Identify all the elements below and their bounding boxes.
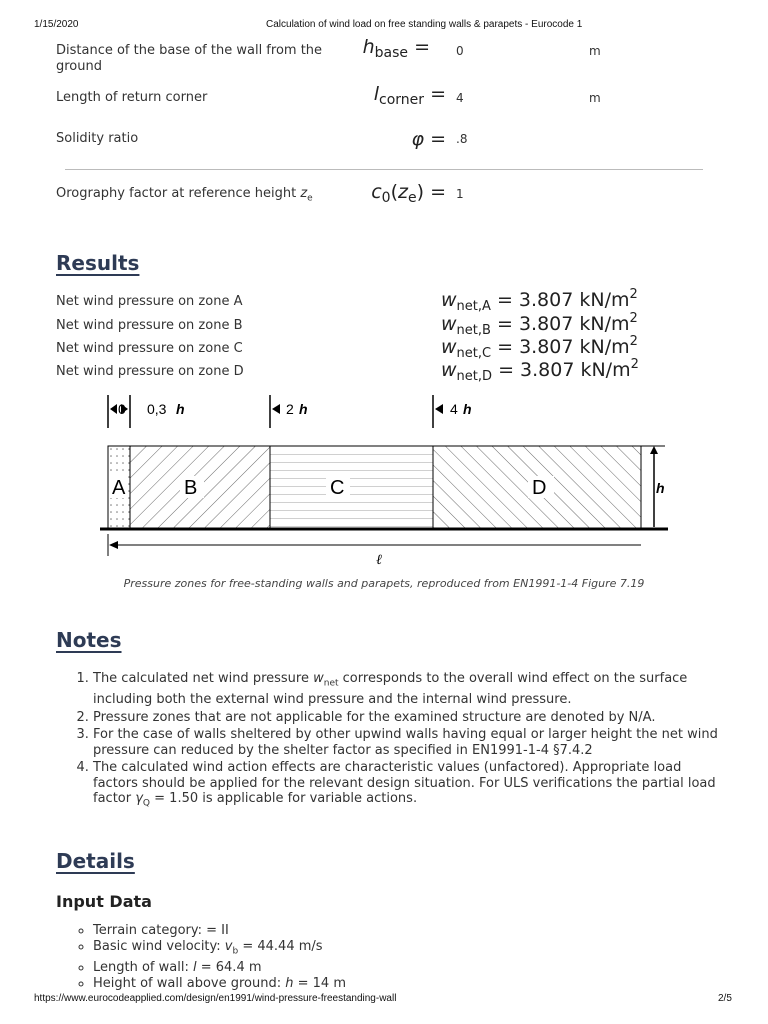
return-corner-value[interactable]: 4 [456,91,464,105]
footer-url[interactable]: https://www.eurocodeapplied.com/design/en1991/wind-pressure-freestanding-wall [34,993,397,1004]
dim-label-4-h: h [463,401,472,417]
base-distance-label: Distance of the base of the wall from the ground [56,43,323,74]
solidity-label: Solidity ratio [56,131,139,146]
details-heading: Details [56,849,135,873]
orography-label: Orography factor at reference height $z_e$ [56,186,313,204]
pressure-zones-figure [0,390,768,570]
dim-label-0: 0 [118,401,126,417]
result-label-b: Net wind pressure on zone B [56,318,243,333]
note-1: 1. The calculated net wind pressure $w_{net}$ corresponds to the overall wind effect on the surface including both the external wind pressure and the internal wind pressure. [93,671,723,708]
note-2: 2. Pressure zones that are not applicable for the examined structure are denoted by N/A. [93,710,723,726]
zone-c-rect [270,446,433,528]
dim-label-4: 4 [450,401,458,417]
input-wall-length: ◦ Length of wall: l = 64.4 m [93,960,693,976]
return-corner-label: Length of return corner [56,90,208,105]
dim-label-2: 2 [286,401,294,417]
return-corner-symbol: $l_{corner}$ = [373,83,446,108]
figure-caption: Pressure zones for free-standing walls and parapets, reproduced from EN1991-1-4 Figure 7.19 [123,577,645,590]
input-data-list [93,923,693,992]
zone-b-label: B [184,477,198,499]
notes-heading: Notes [56,628,122,652]
base-distance-symbol: $h_{base}$ = [362,36,430,61]
input-terrain: ◦ Terrain category: = II [93,923,693,939]
return-corner-unit: m [589,91,601,105]
orography-symbol: $c_0(z_e)$ = [371,181,446,206]
length-dim-label: ℓ [376,552,382,568]
dim-label-03: 0,3 [147,401,167,417]
input-data-subheading: Input Data [56,892,152,911]
input-divider [65,169,703,170]
footer-page: 2/5 [718,993,732,1004]
print-date: 1/15/2020 [34,19,79,30]
note-3: 3. For the case of walls sheltered by other upwind walls having equal or larger height the net wind pressure can reduced by the shelter factor as specified in EN1991-1-4 §7.4.2 [93,727,723,758]
solidity-symbol: φ = [411,128,446,150]
dim-label-03-h: h [176,401,185,417]
zone-c-label: C [330,477,345,499]
base-distance-unit: m [589,44,601,58]
zone-d-label: D [532,477,547,499]
orography-value[interactable]: 1 [456,187,464,201]
result-value-a: $w_{net,A} = 3.807$ $kN/m^2$ [441,287,638,314]
result-label-c: Net wind pressure on zone C [56,341,243,356]
result-label-d: Net wind pressure on zone D [56,364,244,379]
base-distance-value[interactable]: 0 [456,44,464,58]
solidity-value[interactable]: .8 [456,132,468,146]
result-value-c: $w_{net,C} = 3.807$ $kN/m^2$ [441,334,638,361]
height-dim-label: h [656,480,665,496]
note-4: 4. The calculated wind action effects are characteristic values (unfactored). Appropriate load factors should be applied for the relevant design situation. For ULS verifications the partial load factor $\gamma_Q = 1.50$ is applicable for variable actions. [93,760,723,812]
result-value-d: $w_{net,D} = 3.807$ $kN/m^2$ [441,357,639,384]
input-wall-height: ◦ Height of wall above ground: h = 14 m [93,976,693,992]
print-title: Calculation of wind load on free standing walls & parapets - Eurocode 1 [266,19,583,30]
zone-a-label: A [112,477,126,499]
results-heading: Results [56,251,140,275]
result-label-a: Net wind pressure on zone A [56,294,243,309]
notes-list [93,671,723,814]
result-value-b: $w_{net,B} = 3.807$ $kN/m^2$ [441,311,638,338]
dim-label-2-h: h [299,401,308,417]
input-wind-velocity: ◦ Basic wind velocity: $v_b = 44.44$ m/s [93,939,693,960]
